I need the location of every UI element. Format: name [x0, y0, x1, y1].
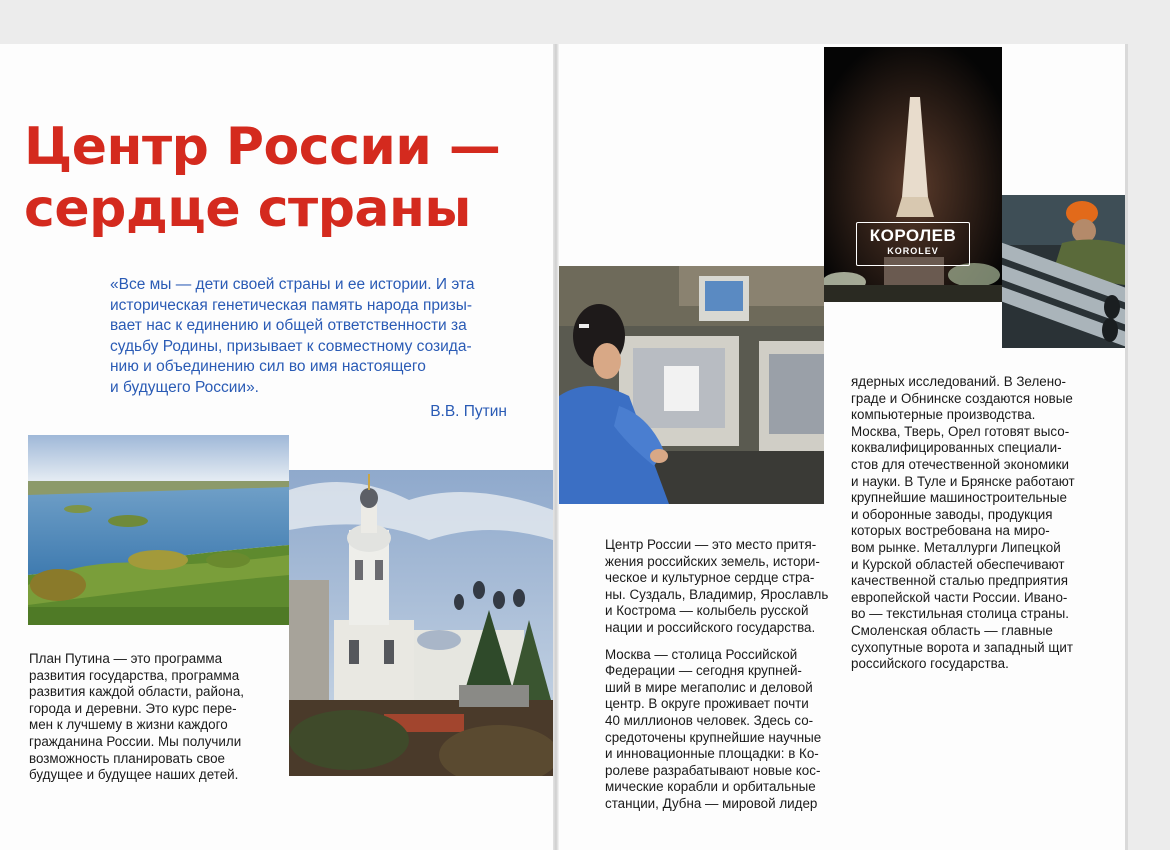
- text-line: План Путина — это программа: [29, 651, 223, 666]
- quote-line: нию и объединению сил во имя настоящего: [110, 358, 426, 375]
- left-body-text: [29, 651, 244, 784]
- text-line: нации и российского государства.: [605, 619, 816, 635]
- steel-pipes-photo: [1002, 195, 1125, 348]
- text-line: Москва — столица Российской: [605, 646, 798, 662]
- text-line: Центр России — это место притя-: [605, 537, 817, 552]
- quote-line: историческая генетическая память народа призы-: [110, 296, 473, 314]
- text-line: российского государства.: [851, 656, 1009, 672]
- text-line: стов для отечественной экономики: [851, 456, 1069, 472]
- text-line: будущее и будущее наших детей.: [29, 767, 239, 783]
- text-line: ший в мире мегаполис и деловой: [605, 679, 813, 695]
- text-line: города и деревни. Это курс пере-: [29, 700, 237, 716]
- monastery-photo: [289, 470, 553, 776]
- text-line: Смоленская область — главные: [851, 622, 1053, 638]
- quote-line: «Все мы — дети своей страны и ее истории. И эта: [110, 276, 475, 293]
- text-line: коквалифицированных специали-: [851, 440, 1062, 456]
- text-line: качественной сталью предприятия: [851, 573, 1069, 589]
- text-line: Москва, Тверь, Орел готовят высо-: [851, 423, 1070, 439]
- text-line: Федерации — сегодня крупней-: [605, 663, 802, 679]
- quote-line: и будущего России».: [110, 378, 259, 396]
- text-line: ролеве разрабатывают новые кос-: [605, 762, 821, 778]
- text-line: станции, Дубна — мировой лидер: [605, 795, 818, 811]
- quote-line: вает нас к единению и общей ответственности за: [110, 317, 467, 334]
- text-line: жения российских земель, истори-: [605, 553, 820, 569]
- text-line: и Кострома — колыбель русской: [605, 603, 809, 619]
- text-line: 40 миллионов человек. Здесь со-: [605, 712, 814, 728]
- putin-quote: [110, 275, 520, 398]
- text-line: развития каждой области, района,: [29, 684, 244, 700]
- text-line: и оборонные заводы, продукция: [851, 506, 1053, 522]
- river-landscape-photo: [28, 435, 289, 625]
- text-line: и инновационные площадки: в Ко-: [605, 746, 819, 762]
- text-line: возможность планировать свое: [29, 750, 226, 766]
- text-line: гражданина России. Мы получили: [29, 733, 242, 749]
- text-line: которых востребована на миро-: [851, 523, 1050, 539]
- text-line: мические корабли и орбитальные: [605, 779, 816, 795]
- text-line: и науки. В Туле и Брянске работают: [851, 473, 1075, 489]
- page-edge: [1125, 44, 1128, 850]
- text-line: ядерных исследований. В Зелено-: [851, 374, 1067, 389]
- text-line: компьютерные производства.: [851, 407, 1036, 423]
- right-body-text: [851, 374, 1075, 673]
- text-line: сухопутные ворота и западный щит: [851, 639, 1073, 655]
- paragraph-gap: [605, 637, 828, 647]
- text-line: крупнейшие машиностроительные: [851, 490, 1067, 506]
- middle-body-text: [605, 537, 828, 813]
- text-line: во — текстильная столица страны.: [851, 606, 1070, 622]
- korolev-sign: [856, 222, 970, 266]
- text-line: европейской части России. Ивано-: [851, 589, 1068, 605]
- text-line: средоточены крупнейшие научные: [605, 729, 822, 745]
- lab-operator-photo: [559, 266, 824, 504]
- text-line: граде и Обнинске создаются новые: [851, 390, 1073, 406]
- text-line: мен к лучшему в жизни каждого: [29, 717, 228, 733]
- text-line: вом рынке. Металлурги Липецкой: [851, 539, 1061, 555]
- korolev-sign-cyrillic: КОРОЛЕВ: [869, 226, 957, 245]
- korolev-sign-latin: KOROLEV: [887, 246, 939, 256]
- title-line-1: Центр России —: [24, 117, 501, 177]
- quote-author: В.В. Путин: [430, 403, 507, 420]
- text-line: ческое и культурное сердце стра-: [605, 570, 815, 586]
- text-line: центр. В округе проживает почти: [605, 696, 809, 712]
- text-line: развития государства, программа: [29, 667, 240, 683]
- text-line: ны. Суздаль, Владимир, Ярославль: [605, 586, 829, 602]
- text-line: и Курской областей обеспечивают: [851, 556, 1065, 572]
- quote-line: судьбу Родины, призывает к совместному созида-: [110, 337, 472, 355]
- page-title: [24, 116, 544, 240]
- title-line-2: сердце страны: [24, 179, 471, 239]
